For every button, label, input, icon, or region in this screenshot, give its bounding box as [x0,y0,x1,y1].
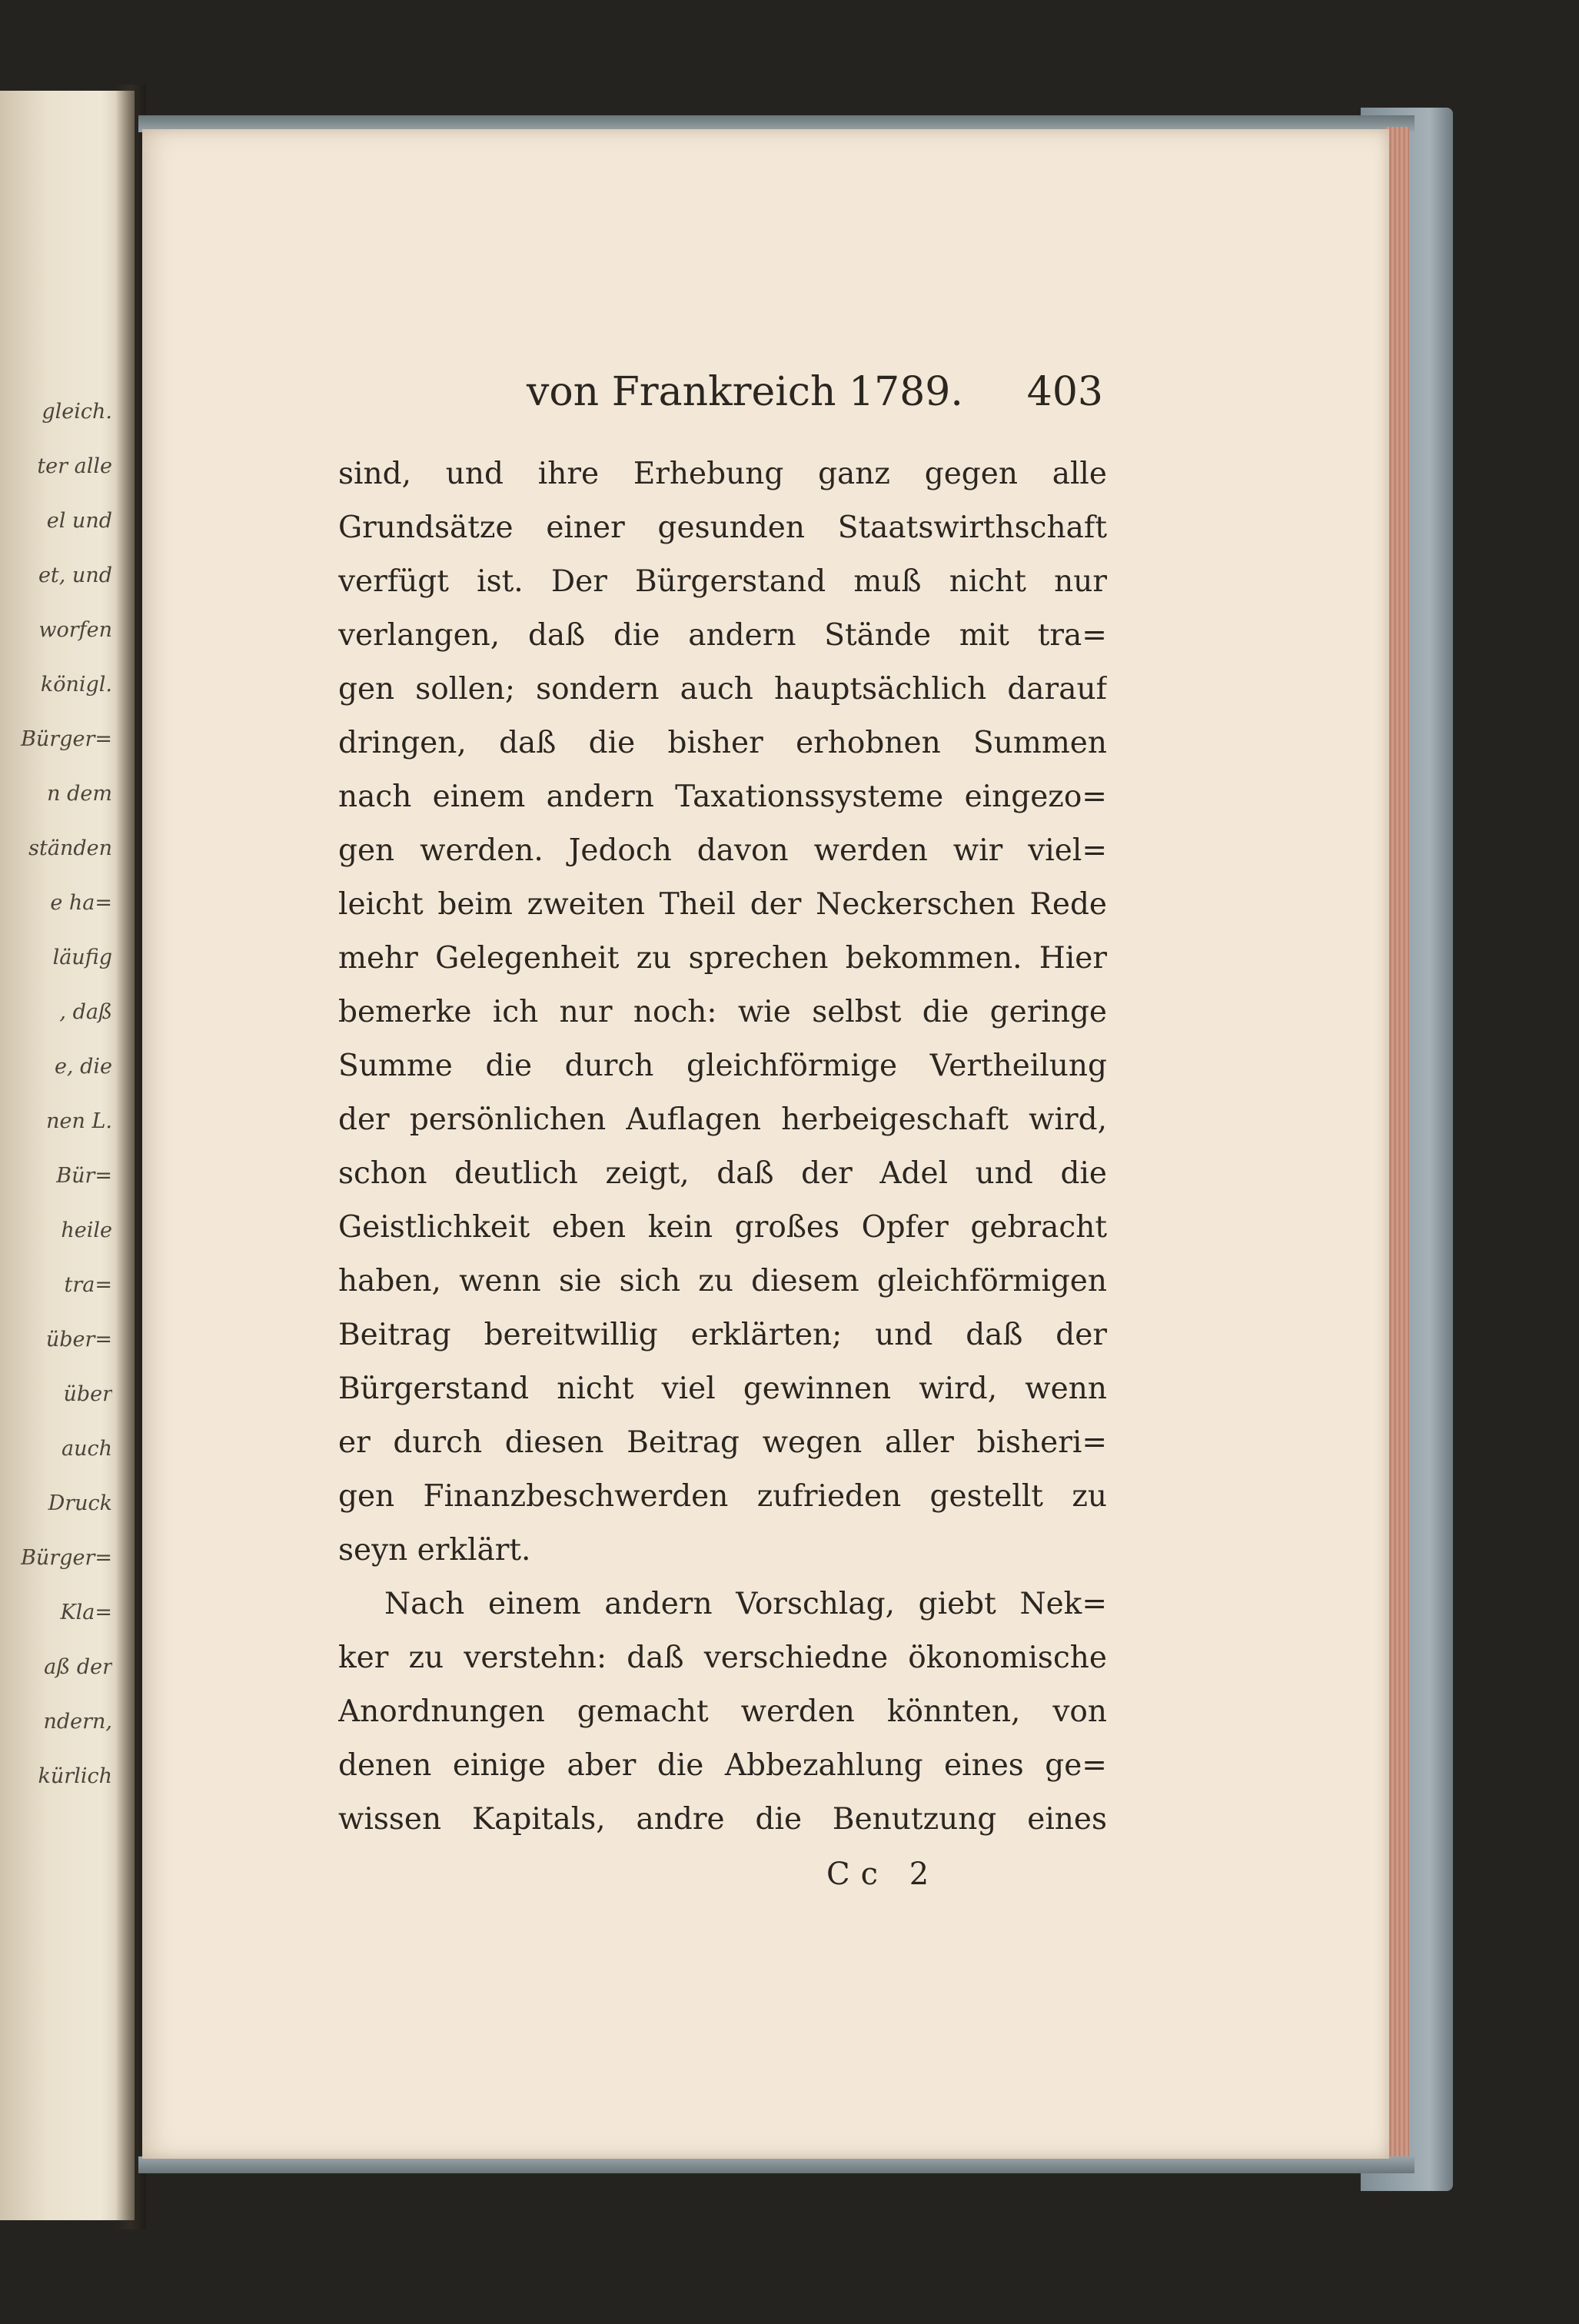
text-line: Bürgerstand nicht viel gewinnen wird, wenn [338,1371,1107,1406]
text-line: Anordnungen gemacht werden könnten, von [338,1694,1107,1729]
left-fragment: worfen [38,618,112,642]
signature-mark: Cc 2 [826,1857,940,1892]
left-fragment: el und [46,509,112,533]
text-line: Summe die durch gleichförmige Vertheilung [338,1049,1107,1083]
left-fragment: kürlich [38,1764,112,1788]
text-line: verfügt ist. Der Bürgerstand muß nicht nur [338,564,1107,599]
text-line: verlangen, daß die andern Stände mit tra= [338,618,1107,653]
text-line: Grundsätze einer gesunden Staatswirthschaft [338,510,1107,545]
left-fragment: nen L. [46,1109,112,1133]
left-fragment: ndern, [43,1710,112,1734]
left-fragment: ter alle [37,454,112,478]
left-fragment: aß der [44,1655,112,1679]
text-line: schon deutlich zeigt, daß der Adel und die [338,1156,1107,1191]
text-line: gen Finanzbeschwerden zufrieden gestellt zu [338,1479,1107,1514]
text-line: Nach einem andern Vorschlag, giebt Nek= [384,1587,1107,1621]
running-head: von Frankreich 1789. [527,369,963,415]
text-line: nach einem andern Taxationssysteme eingezo= [338,780,1107,814]
text-line: seyn erklärt. [338,1533,531,1568]
left-fragment: über [63,1382,112,1406]
left-fragment: tra= [64,1273,112,1297]
left-fragment: Kla= [60,1601,112,1624]
text-line: ker zu verstehn: daß verschiedne ökonomische [338,1641,1107,1675]
text-line: dringen, daß die bisher erhobnen Summen [338,726,1107,760]
left-fragment: Bürger= [21,727,112,751]
text-line: wissen Kapitals, andre die Benutzung eines [338,1802,1107,1837]
page-block-edge [1386,127,1409,2156]
text-line: der persönlichen Auflagen herbeigeschaft wird, [338,1102,1107,1137]
text-line: sind, und ihre Erhebung ganz gegen alle [338,457,1107,491]
left-fragment: Bür= [56,1164,112,1188]
left-fragment: Druck [48,1491,112,1515]
page-number: 403 [1026,369,1103,415]
book-gutter-shadow [115,85,146,2229]
text-line: gen werden. Jedoch davon werden wir viel= [338,833,1107,868]
text-line: haben, wenn sie sich zu diesem gleichförmigen [338,1264,1107,1298]
left-fragment: über= [45,1328,112,1352]
left-fragment: ständen [28,836,112,860]
text-line: mehr Gelegenheit zu sprechen bekommen. Hier [338,941,1107,976]
text-line: Beitrag bereitwillig erklärten; und daß der [338,1318,1107,1352]
left-fragment: Bürger= [21,1546,112,1570]
text-line: Geistlichkeit eben kein großes Opfer gebracht [338,1210,1107,1245]
text-line: denen einige aber die Abbezahlung eines ge= [338,1748,1107,1783]
page-header [527,369,1103,431]
text-line: bemerke ich nur noch: wie selbst die geringe [338,995,1107,1029]
left-fragment: königl. [40,673,112,697]
left-fragment: et, und [38,564,112,587]
text-line: leicht beim zweiten Theil der Neckerschen Rede [338,887,1107,922]
left-fragment: heile [61,1219,112,1242]
left-page-text-fragments [5,384,112,1804]
left-fragment: auch [61,1437,112,1461]
left-fragment: , daß [59,1000,112,1024]
left-fragment: e ha= [50,891,112,915]
left-fragment: n dem [47,782,112,806]
left-fragment: e, die [54,1055,112,1079]
left-fragment: gleich. [42,400,112,424]
body-text [338,447,1107,1847]
text-line: gen sollen; sondern auch hauptsächlich darauf [338,672,1107,707]
cover-bottom-edge [138,2156,1414,2173]
text-line: er durch diesen Beitrag wegen aller bisheri= [338,1425,1107,1460]
left-fragment: läufig [52,946,112,969]
